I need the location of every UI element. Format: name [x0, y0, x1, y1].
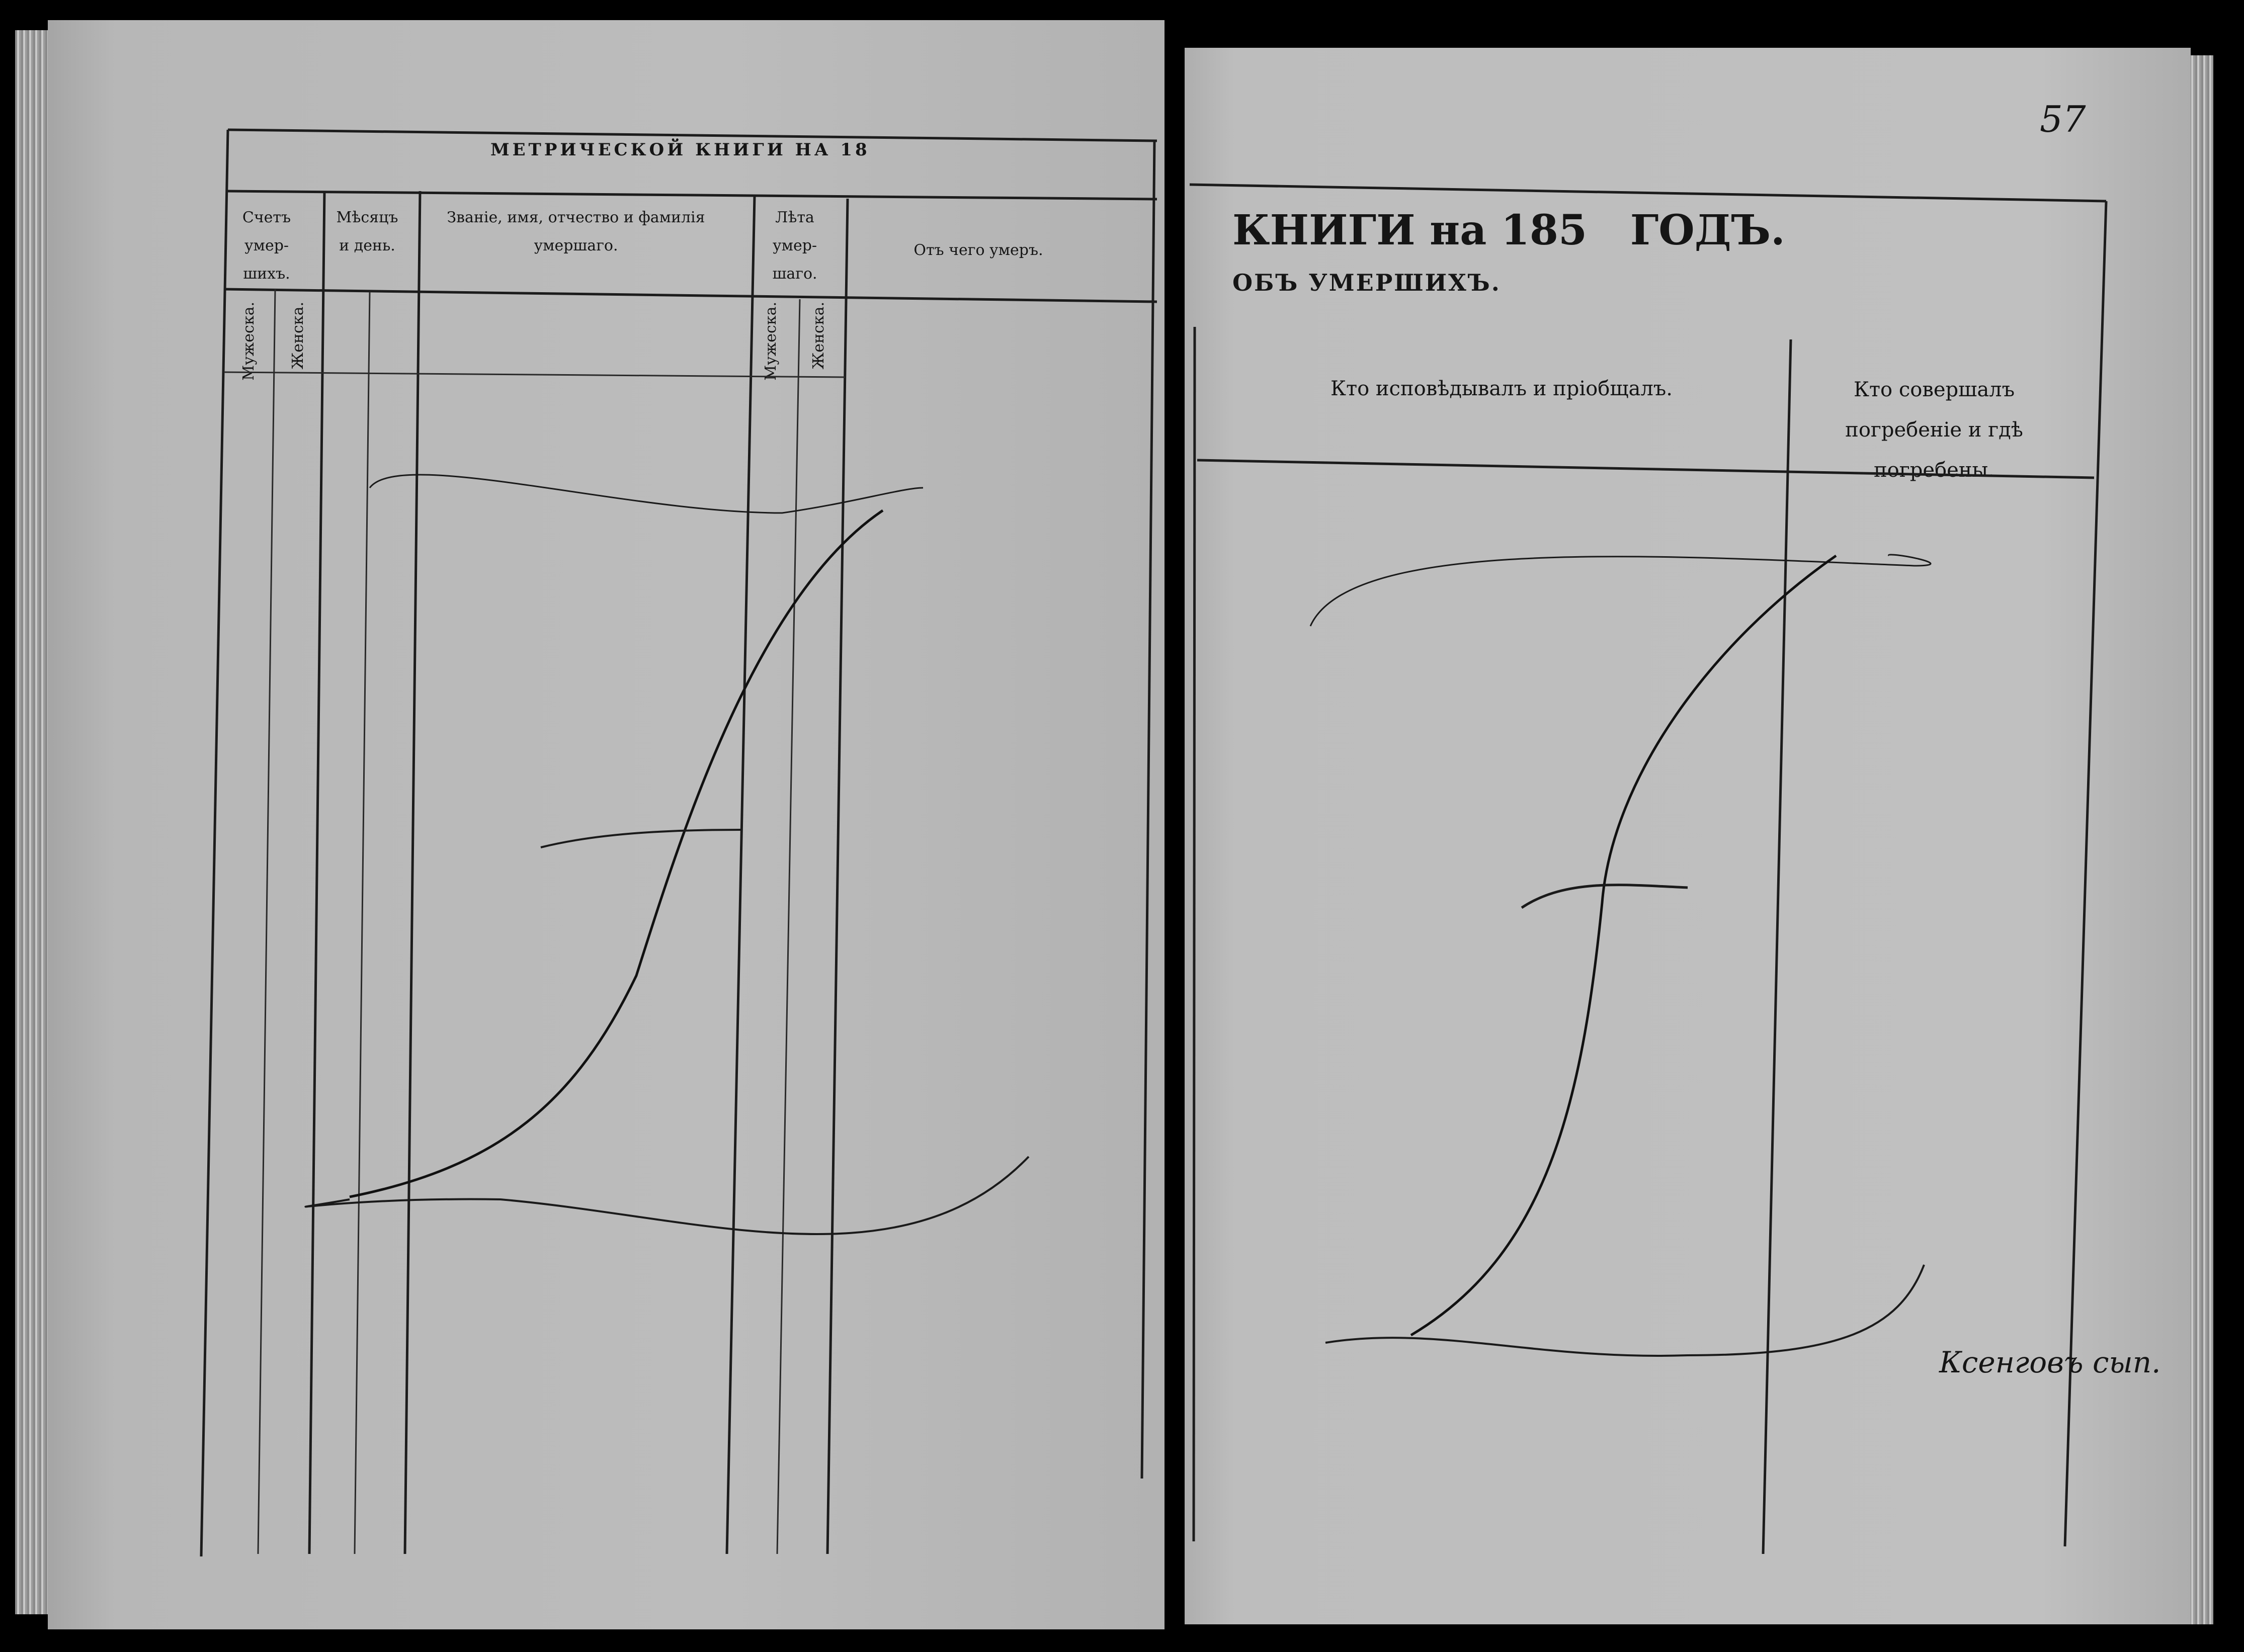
col-header-burial: Кто совершалъ погребеніе и гдѣ погребены. [1845, 378, 2023, 482]
col-header-month: Мѣсяцъ и день. [336, 209, 398, 254]
col-header-age: Лѣта умер- шаго. [772, 209, 817, 283]
col-header-confessor: Кто исповѣдывалъ и пріобщалъ. [1331, 377, 1673, 400]
col-header-count: Счетъ умер- шихъ. [242, 209, 291, 283]
subcol-male-age: Мужеска. [762, 302, 780, 381]
left-page-ruling [48, 20, 1165, 1629]
signature: Ксенговъ сып. [1939, 1345, 2161, 1379]
subcol-female: Женска. [289, 302, 307, 370]
left-page-edges [15, 30, 50, 1614]
left-running-title: МЕТРИЧЕСКОЙ КНИГИ НА 18 [490, 140, 870, 160]
subcol-female-age: Женска. [810, 302, 827, 370]
col-header-cause: Отъ чего умеръ. [913, 241, 1043, 259]
subcol-male: Мужеска. [240, 302, 258, 381]
left-page [48, 20, 1165, 1629]
folio-number: 57 [2040, 98, 2086, 140]
right-title: КНИГИ на 185 ГОДЪ. [1232, 206, 1785, 254]
right-subtitle: ОБЪ УМЕРШИХЪ. [1232, 269, 1501, 296]
right-page-ruling [1185, 48, 2191, 1624]
col-header-name: Званіе, имя, отчество и фамилія умершаго. [447, 209, 705, 254]
right-page [1185, 48, 2191, 1624]
